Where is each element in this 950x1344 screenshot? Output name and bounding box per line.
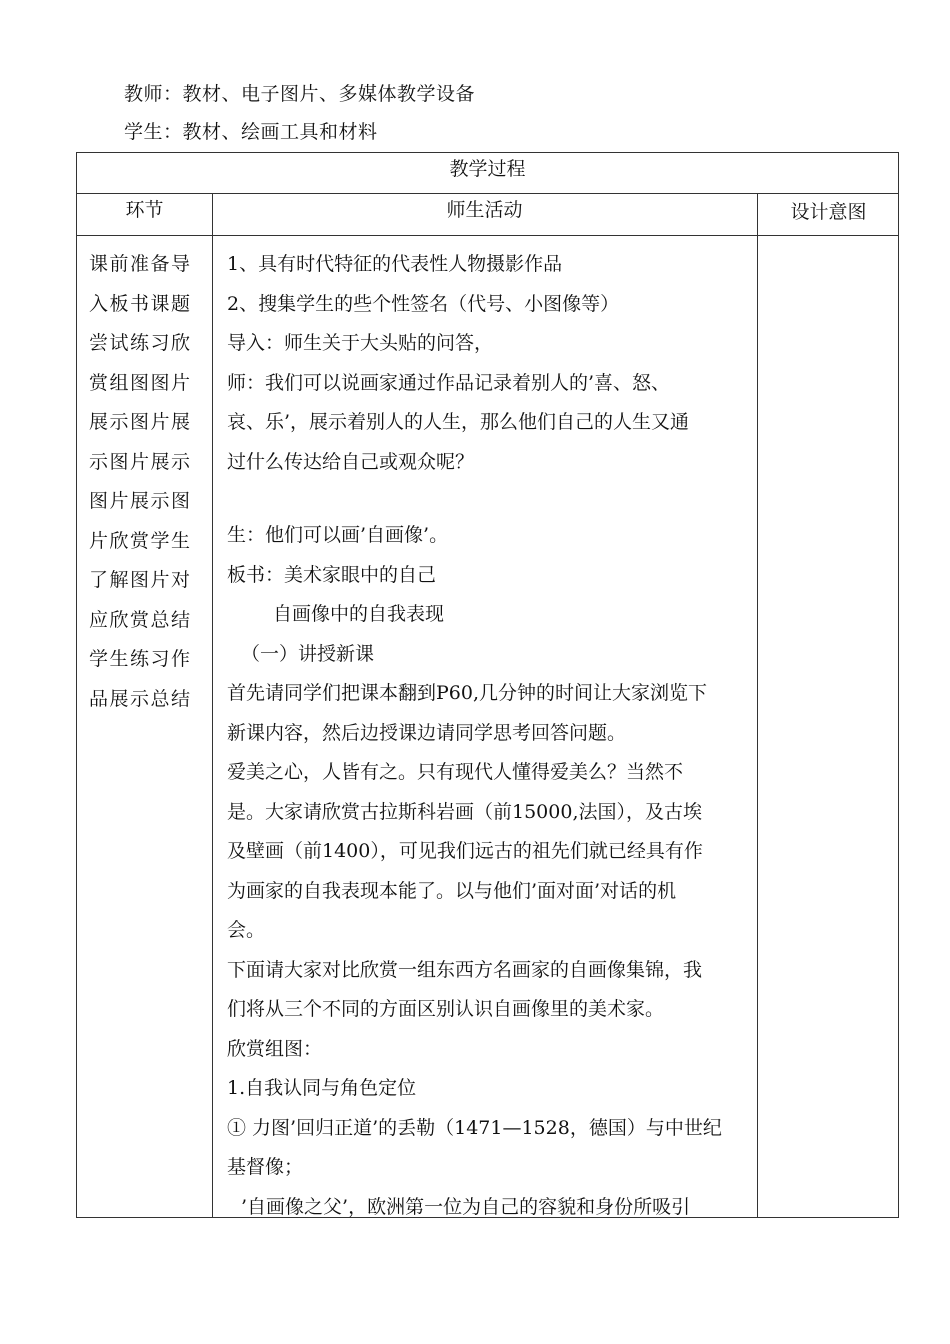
activity-line: 1、具有时代特征的代表性人物摄影作品 xyxy=(227,253,563,275)
header-section: 环节 xyxy=(125,199,164,221)
activity-cell xyxy=(227,245,747,1227)
activity-line: 下面请大家对比欣赏一组东西方名画家的自画像集锦，我 xyxy=(227,958,703,981)
activity-line: 及壁画（前1400），可见我们远古的祖先们就已经具有作 xyxy=(227,840,703,862)
activity-line: 们将从三个不同的方面区别认识自画像里的美术家。 xyxy=(227,998,665,1020)
table-title: 教学过程 xyxy=(449,158,526,180)
activity-line: 导入：师生关于大头贴的问答， xyxy=(227,332,494,354)
activity-line: 为画家的自我表现本能了。以与他们’面对面’对话的机 xyxy=(227,879,677,902)
teacher-materials-line: 教师：教材、电子图片、多媒体教学设备 xyxy=(124,83,476,105)
activity-line: 哀、乐’，展示着别人的人生，那么他们自己的人生又通 xyxy=(227,411,690,433)
header-activity: 师生活动 xyxy=(446,199,523,221)
blank-line xyxy=(227,482,747,516)
activity-line: 基督像； xyxy=(227,1156,304,1178)
section-cell: 课前准备导入板书课题尝试练习欣赏组图图片展示图片展示图片展示图片展示图片欣赏学生了解图片对应欣赏总结学生练习作品展示总结 xyxy=(89,253,192,710)
activity-line: 新课内容，然后边授课边请同学思考回答问题。 xyxy=(227,721,627,744)
column-divider xyxy=(212,193,213,1217)
activity-line: 1.自我认同与角色定位 xyxy=(227,1077,417,1099)
activity-line: 2、搜集学生的些个性签名（代号、小图像等） xyxy=(227,292,620,315)
header-intent: 设计意图 xyxy=(790,201,867,223)
activity-line: 首先请同学们把课本翻到P60,几分钟的时间让大家浏览下 xyxy=(227,682,708,704)
activity-line: 爱美之心，人皆有之。只有现代人懂得爱美么？当然不 xyxy=(227,761,684,783)
activity-line: （一）讲授新课 xyxy=(241,642,375,665)
activity-line: 板书：美术家眼中的自己 xyxy=(227,563,437,586)
column-divider xyxy=(757,193,758,1217)
teaching-process-table xyxy=(76,152,899,1218)
activity-line: 欣赏组图： xyxy=(227,1037,323,1060)
activity-line: 师：我们可以说画家通过作品记录着别人的’喜、怒、 xyxy=(227,371,671,394)
activity-line: ① 力图’回归正道’的丢勒（1471—1528，德国）与中世纪 xyxy=(227,1116,722,1139)
activity-line: 生：他们可以画’自画像’。 xyxy=(227,524,449,546)
activity-line: 会。 xyxy=(227,919,266,941)
activity-line: ’自画像之父’，欧洲第一位为自己的容貌和身份所吸引 xyxy=(241,1195,691,1218)
activity-line: 是。大家请欣赏古拉斯科岩画（前15000,法国），及古埃 xyxy=(227,800,702,823)
student-materials-line: 学生：教材、绘画工具和材料 xyxy=(124,121,378,143)
activity-line: 自画像中的自我表现 xyxy=(273,603,445,625)
activity-line: 过什么传达给自己或观众呢？ xyxy=(227,450,475,473)
